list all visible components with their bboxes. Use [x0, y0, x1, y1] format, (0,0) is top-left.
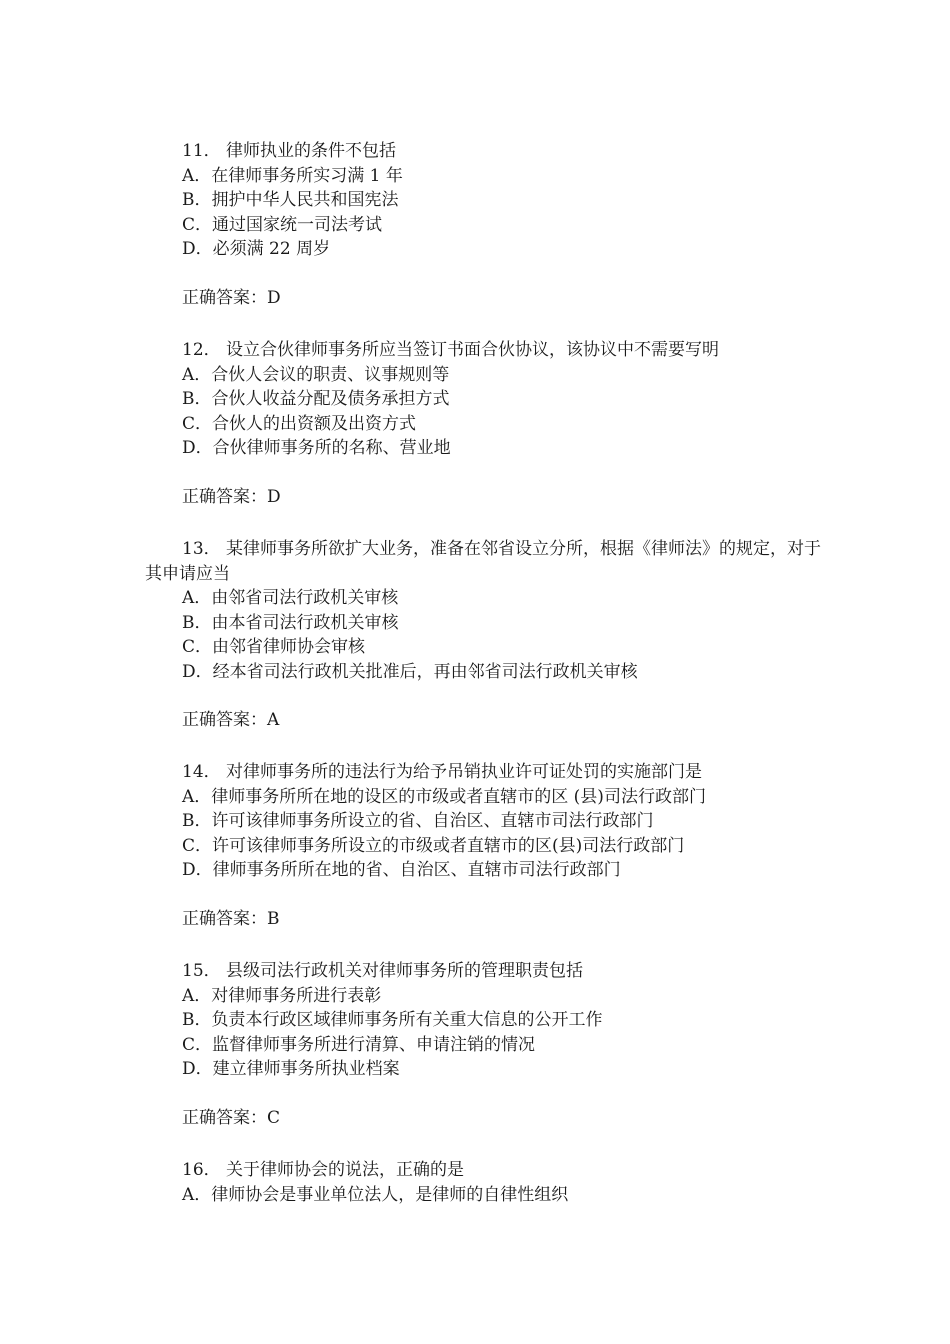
option-a: A．在律师事务所实习满 1 年 [182, 165, 403, 186]
question-16 [145, 1158, 825, 1207]
option-c: C．监督律师事务所进行清算、申请注销的情况 [182, 1034, 536, 1055]
option-b: B．拥护中华人民共和国宪法 [182, 190, 399, 210]
option-b: B．许可该律师事务所设立的省、自治区、直辖市司法行政部门 [182, 811, 654, 831]
correct-answer: 正确答案：D [182, 486, 281, 507]
option-b: B．由本省司法行政机关审核 [182, 612, 399, 633]
option-a: A．律师协会是事业单位法人，是律师的自律性组织 [182, 1184, 569, 1205]
correct-answer: 正确答案：D [182, 287, 281, 308]
question-stem: 12． 设立合伙律师事务所应当签订书面合伙协议，该协议中不需要写明 [182, 340, 720, 360]
option-a: A．对律师事务所进行表彰 [182, 985, 382, 1006]
question-14 [145, 760, 825, 931]
option-a: A．律师事务所所在地的设区的市级或者直辖市的区 (县)司法行政部门 [182, 786, 706, 807]
question-13 [145, 537, 825, 733]
option-c: C．由邻省律师协会审核 [182, 637, 366, 657]
question-stem: 15． 县级司法行政机关对律师事务所的管理职责包括 [182, 961, 584, 981]
correct-answer: 正确答案：C [182, 1107, 281, 1128]
correct-answer: 正确答案：A [182, 710, 280, 730]
option-c: C．通过国家统一司法考试 [182, 214, 383, 235]
option-a: A．由邻省司法行政机关审核 [182, 588, 399, 608]
question-11 [145, 139, 825, 310]
question-15 [145, 959, 825, 1130]
option-d: D．律师事务所所在地的省、自治区、直辖市司法行政部门 [182, 860, 621, 880]
question-stem: 13． 某律师事务所欲扩大业务，准备在邻省设立分所，根据《律师法》的规定，对于其申请应当 [145, 539, 822, 584]
option-a: A．合伙人会议的职责、议事规则等 [182, 364, 450, 385]
option-d: D．经本省司法行政机关批准后，再由邻省司法行政机关审核 [182, 661, 638, 682]
option-d: D．建立律师事务所执业档案 [182, 1059, 400, 1079]
option-d: D．合伙律师事务所的名称、营业地 [182, 438, 451, 458]
question-12 [145, 338, 825, 509]
option-d: D．必须满 22 周岁 [182, 239, 331, 259]
correct-answer: 正确答案：B [182, 908, 280, 929]
question-stem: 16． 关于律师协会的说法，正确的是 [182, 1160, 465, 1180]
option-b: B．负责本行政区域律师事务所有关重大信息的公开工作 [182, 1010, 603, 1030]
option-b: B．合伙人收益分配及债务承担方式 [182, 389, 450, 409]
option-c: C．许可该律师事务所设立的市级或者直辖市的区(县)司法行政部门 [182, 835, 685, 856]
question-stem: 11． 律师执业的条件不包括 [182, 141, 397, 161]
question-stem: 14． 对律师事务所的违法行为给予吊销执业许可证处罚的实施部门是 [182, 762, 703, 782]
option-c: C．合伙人的出资额及出资方式 [182, 413, 417, 434]
